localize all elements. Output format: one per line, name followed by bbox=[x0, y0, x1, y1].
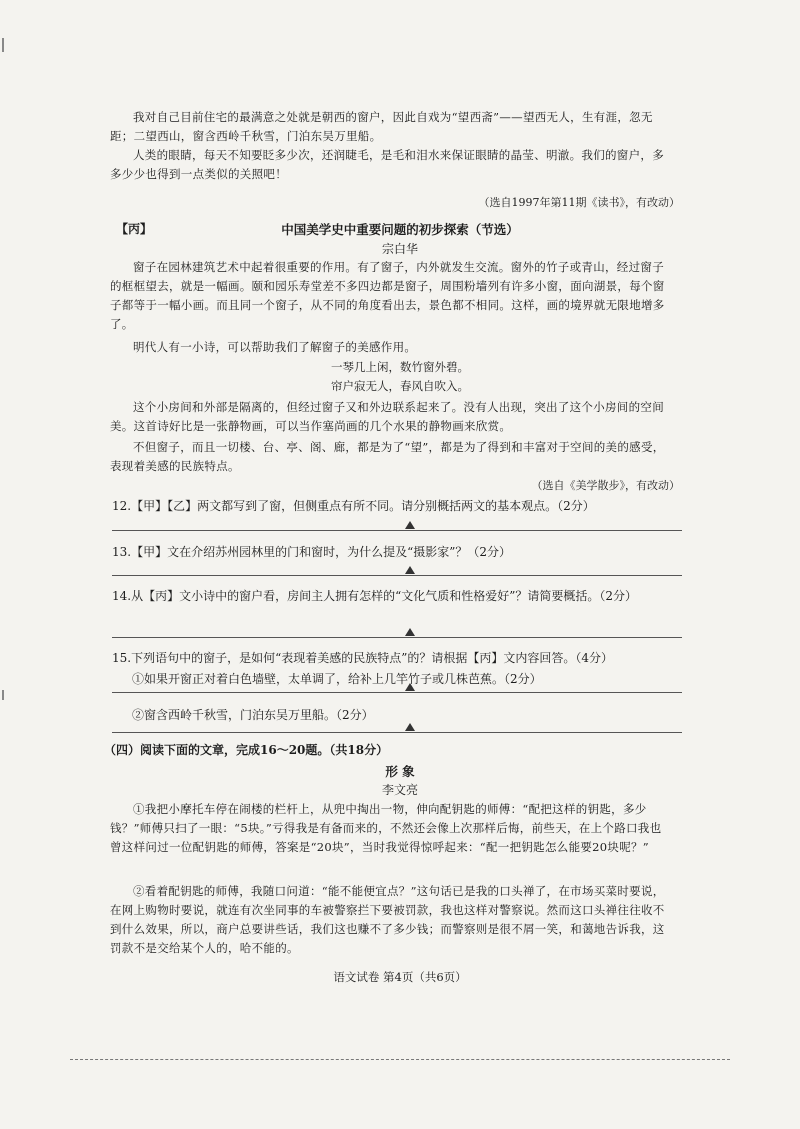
sub-item-2: ②窗含西岭千秋雪，门泊东吴万里船。（2分） bbox=[132, 708, 374, 722]
section-c-paragraph-4: 不但窗子，而且一切楼、台、亭、阁、廊，都是为了“望”，都是为了得到和丰富对于空间的美的感受，表现着美感的民族特点。 bbox=[110, 440, 665, 473]
poem-line-1: 一琴几上闲，数竹窗外碧。 bbox=[331, 360, 469, 374]
question-number: 13. bbox=[112, 545, 132, 559]
question-12 bbox=[112, 496, 682, 516]
answer-marker-icon bbox=[405, 566, 415, 574]
question-text: 【甲】【乙】两文都写到了窗，但侧重点有所不同。请分别概括两文的基本观点。（2分） bbox=[131, 499, 595, 513]
section-c-title: 中国美学史中重要问题的初步探索（节选） bbox=[281, 222, 519, 237]
section-c-paragraph-3: 这个小房间和外部是隔离的，但经过窗子又和外边联系起来了。没有人出现，突出了这个小房间的空间美。这首诗好比是一张静物画，可以当作塞尚画的几个水果的静物画来欣赏。 bbox=[110, 400, 664, 433]
question-text: 【甲】文在介绍苏州园林里的门和窗时，为什么提及“摄影家”？（2分） bbox=[131, 545, 512, 559]
scan-edge-mark bbox=[2, 690, 4, 700]
question-number: 12. bbox=[112, 499, 132, 513]
question-13 bbox=[112, 542, 682, 562]
section-c-paragraph-2: 明代人有一小诗，可以帮助我们了解窗子的美感作用。 bbox=[133, 340, 417, 354]
answer-marker-icon bbox=[405, 683, 415, 691]
source-citation-1: （选自1997年第11期《读书》，有改动） bbox=[478, 196, 680, 209]
bottom-dashed-divider bbox=[70, 1059, 730, 1060]
paragraph-top-2: 人类的眼睛，每天不知要眨多少次，还润睫毛，是毛和泪水来保证眼睛的晶莹、明澈。我们的窗户，多多少少也得到一点类似的关照吧！ bbox=[110, 148, 664, 181]
page-footer: 语文试卷 第4页（共6页） bbox=[333, 970, 467, 984]
question-number: 14. bbox=[112, 589, 132, 603]
section-c-paragraph-1: 窗子在园林建筑艺术中起着很重要的作用。有了窗子，内外就发生交流。窗外的竹子或青山，经过窗子的框框望去，就是一幅画。颐和园乐寿堂差不多四边都是窗子，周围粉墙列有许多小窗，面向湖景，每个窗子都等于一幅小画。而且同一个窗子，从不同的角度看出去，景色都不相同。这样，画的境界就无限地增多了。 bbox=[110, 260, 665, 331]
answer-marker-icon bbox=[405, 628, 415, 636]
source-citation-2: （选自《美学散步》，有改动） bbox=[531, 479, 680, 492]
answer-marker-icon bbox=[405, 723, 415, 731]
answer-marker-icon bbox=[405, 521, 415, 529]
article-paragraph-2: ②看着配钥匙的师傅，我随口问道：“能不能便宜点？”这句话已是我的口头禅了，在市场买菜时要说，在网上购物时要说，就连有次坐同事的车被警察拦下要被罚款，我也这样对警察说。然而这口头禅往往收不到什么效果，所以，商户总要讲些话，我们这也赚不了多少钱；而警察则是很不屑一笑，和蔼地告诉我，这罚款不是交给某个人的，哈不能的。 bbox=[110, 884, 665, 955]
answer-line[interactable] bbox=[112, 530, 682, 531]
sub-item-1: ①如果开窗正对着白色墙壁，太单调了，给补上几竿竹子或几株芭蕉。（2分） bbox=[132, 672, 542, 686]
paragraph-top-1: 我对自己目前住宅的最满意之处就是朝西的窗户，因此自戏为“望西斋”——望西无人，生有涯，忽无距；二望西山，窗含西岭千秋雪，门泊东吴万里船。 bbox=[110, 110, 653, 143]
section-c-author: 宗白华 bbox=[381, 242, 418, 256]
poem-line-2: 帘户寂无人，春风自吹入。 bbox=[331, 379, 469, 393]
question-number: 15. bbox=[112, 651, 132, 665]
question-14 bbox=[112, 586, 682, 606]
article-author: 李文亮 bbox=[381, 783, 418, 797]
answer-line[interactable] bbox=[112, 575, 682, 576]
answer-line[interactable] bbox=[112, 637, 682, 638]
question-text: 下列语句中的窗子，是如何“表现着美感的民族特点”的？请根据【丙】文内容回答。（4分） bbox=[131, 651, 614, 665]
question-text: 从【丙】文小诗中的窗户看，房间主人拥有怎样的“文化气质和性格爱好”？请简要概括。（2分） bbox=[131, 589, 638, 603]
section-4-heading: （四）阅读下面的文章，完成16～20题。（共18分） bbox=[104, 743, 389, 757]
section-tag-c: 【丙】 bbox=[116, 222, 153, 236]
article-paragraph-1: ①我把小摩托车停在闹楼的栏杆上，从兜中掏出一物，伸向配钥匙的师傅：“配把这样的钥匙，多少钱？”师傅只扫了一眼：“5块。”亏得我是有备而来的，不然还会像上次那样后悔，前些天，在上个路口我也曾这样问过一位配钥匙的师傅，答案是“20块”，当时我觉得惊呼起来：“配一把钥匙怎么能要20块呢？” bbox=[110, 802, 662, 854]
answer-line[interactable] bbox=[112, 732, 682, 733]
answer-line[interactable] bbox=[112, 692, 682, 693]
question-15 bbox=[112, 648, 682, 668]
article-title: 形 象 bbox=[385, 764, 415, 779]
scan-edge-mark bbox=[2, 38, 4, 52]
